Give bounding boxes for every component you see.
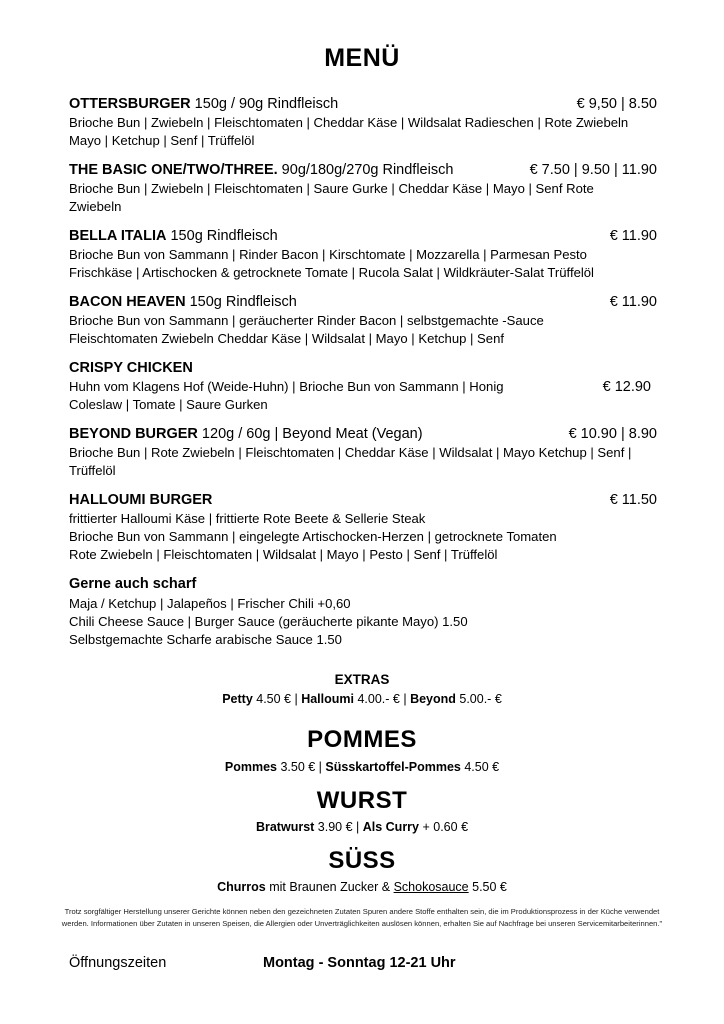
item-weight: 150g Rindfleisch: [166, 228, 278, 244]
item-name: BELLA ITALIA: [69, 228, 167, 244]
pommes-title: POMMES: [307, 726, 417, 753]
menu-item-beyond-burger: [69, 425, 657, 480]
item-description-line: Brioche Bun von Sammann | geräucherter Rinder Bacon | selbstgemachte -Sauce: [69, 313, 544, 328]
item-description-line: Brioche Bun | Zwiebeln | Fleischtomaten | Saure Gurke | Cheddar Käse | Mayo | Senf Rote: [69, 181, 594, 196]
allergen-disclaimer: Trotz sorgfältiger Herstellung unserer Gerichte können neben den gezeichneten Zutaten Spuren andere Stoffe enthalten sein, die im Produktionsprozess in der Küche verwendet werden. Informationen über Zutaten in unseren Speisen, die Allergien oder Unverträglichkeiten auslösen können, erhalten Sie auf Nachfrage bei unseren Servicemitarbeiterinnen.": [61, 907, 663, 928]
pommes-price: 3.50 € |: [276, 760, 326, 774]
item-name: CRISPY CHICKEN: [69, 360, 193, 376]
menu-item-ottersburger: [69, 95, 657, 150]
item-description-line: Rote Zwiebeln | Fleischtomaten | Wildsalat | Mayo | Pesto | Senf | Trüffelöl: [69, 547, 498, 562]
item-price: € 11.90: [609, 228, 657, 244]
item-name: HALLOUMI BURGER: [69, 492, 213, 508]
item-description-line: Coleslaw | Tomate | Saure Gurken: [69, 397, 268, 412]
pommes-label: Pommes: [224, 760, 277, 774]
item-weight: 150g / 90g Rindfleisch: [190, 96, 339, 112]
item-price: € 12.90: [602, 379, 651, 395]
item-description-line: Brioche Bun von Sammann | eingelegte Artischocken-Herzen | getrocknete Tomaten: [69, 529, 557, 544]
item-description-line: [69, 378, 657, 396]
item-price: € 7.50 | 9.50 | 11.90: [529, 162, 657, 178]
scharf-line: Maja / Ketchup | Jalapeños | Frischer Chili +0,60: [69, 596, 351, 611]
item-name: BACON HEAVEN: [69, 294, 186, 310]
extras-halloumi-price: 4.00.- € |: [354, 692, 411, 706]
pommes-line: [0, 760, 724, 774]
suess-title: SÜSS: [328, 847, 396, 874]
churros-text: mit Braunen Zucker &: [265, 880, 394, 894]
suesskartoffel-label: Süsskartoffel-Pommes: [325, 760, 461, 774]
extras-petty-price: 4.50 € |: [252, 692, 302, 706]
item-description-line: Brioche Bun | Zwiebeln | Fleischtomaten | Cheddar Käse | Wildsalat Radieschen | Rote Zwiebeln: [69, 115, 629, 130]
wurst-title: WURST: [316, 787, 408, 814]
opening-hours-label: Öffnungszeiten: [69, 955, 167, 971]
item-weight: 150g Rindfleisch: [185, 294, 297, 310]
item-price: € 9,50 | 8.50: [576, 96, 657, 112]
item-weight: 120g / 60g | Beyond Meat (Vegan): [197, 426, 423, 442]
scharf-title: Gerne auch scharf: [69, 576, 197, 592]
opening-hours-value: Montag - Sonntag 12-21 Uhr: [263, 955, 456, 971]
bratwurst-price: 3.90 € |: [314, 820, 363, 834]
item-description-line: Frischkäse | Artischocken & getrocknete Tomate | Rucola Salat | Wildkräuter-Salat Trüffelöl: [69, 265, 594, 280]
extras-halloumi-label: Halloumi: [301, 692, 354, 706]
item-header: [69, 359, 657, 378]
menu-item-crispy-chicken: [69, 359, 657, 414]
item-name: THE BASIC ONE/TWO/THREE.: [69, 162, 278, 178]
suesskartoffel-price: 4.50 €: [460, 760, 500, 774]
schokosauce-text: Schokosauce: [393, 880, 469, 894]
item-description-text: Huhn vom Klagens Hof (Weide-Huhn) | Brioche Bun von Sammann | Honig: [69, 379, 504, 394]
item-description-line: Mayo | Ketchup | Senf | Trüffelöl: [69, 133, 255, 148]
scharf-line: Selbstgemachte Scharfe arabische Sauce 1.50: [69, 632, 342, 647]
extras-line: [0, 692, 724, 706]
item-price: € 11.90: [609, 294, 657, 310]
item-header: [69, 491, 657, 510]
item-header: [69, 95, 657, 114]
menu-item-bella-italia: [69, 227, 657, 282]
item-description-line: frittierter Halloumi Käse | frittierte Rote Beete & Sellerie Steak: [69, 511, 426, 526]
item-header: [69, 425, 657, 444]
page-title: MENÜ: [324, 44, 400, 72]
item-description-line: Trüffelöl: [69, 463, 116, 478]
scharf-section: [69, 575, 657, 649]
item-description-line: Brioche Bun | Rote Zwiebeln | Fleischtomaten | Cheddar Käse | Wildsalat | Mayo Ketchup | Senf |: [69, 445, 632, 460]
scharf-line: Chili Cheese Sauce | Burger Sauce (geräucherte pikante Mayo) 1.50: [69, 614, 468, 629]
suess-line: [0, 880, 724, 894]
curry-label: Als Curry: [362, 820, 420, 834]
menu-item-basic: [69, 161, 657, 216]
item-description-line: Fleischtomaten Zwiebeln Cheddar Käse | Wildsalat | Mayo | Ketchup | Senf: [69, 331, 504, 346]
item-description-line: Zwiebeln: [69, 199, 122, 214]
item-description-line: Brioche Bun von Sammann | Rinder Bacon | Kirschtomate | Mozzarella | Parmesan Pesto: [69, 247, 587, 262]
item-price: € 10.90 | 8.90: [568, 426, 657, 442]
extras-petty-label: Petty: [222, 692, 253, 706]
burger-list: [69, 95, 657, 660]
extras-title: EXTRAS: [334, 672, 390, 687]
item-price: € 11.50: [609, 492, 657, 508]
item-header: [69, 227, 657, 246]
curry-price: + 0.60 €: [419, 820, 469, 834]
extras-beyond-price: 5.00.- €: [455, 692, 502, 706]
bratwurst-label: Bratwurst: [255, 820, 315, 834]
menu-item-halloumi-burger: [69, 491, 657, 564]
item-weight: 90g/180g/270g Rindfleisch: [277, 162, 454, 178]
item-header: [69, 293, 657, 312]
item-name: OTTERSBURGER: [69, 96, 191, 112]
churros-price: 5.50 €: [468, 880, 507, 894]
extras-beyond-label: Beyond: [410, 692, 456, 706]
item-name: BEYOND BURGER: [69, 426, 198, 442]
churros-label: Churros: [217, 880, 266, 894]
menu-item-bacon-heaven: [69, 293, 657, 348]
wurst-line: [0, 820, 724, 834]
item-header: [69, 161, 657, 180]
